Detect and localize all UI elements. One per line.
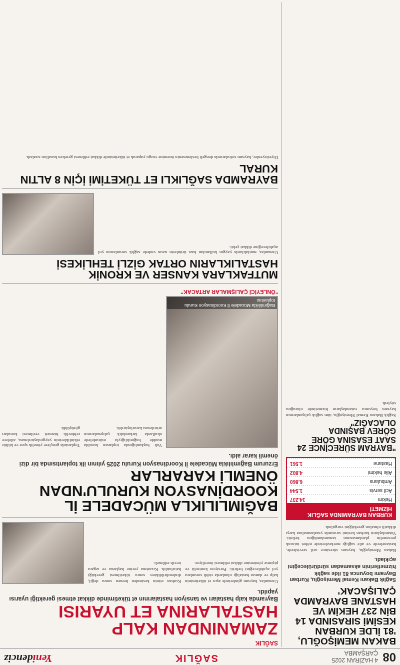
left-headline-2: "BAYRAM SÜRECİNCE 24 SAAT ESASINA GÖRE GÖREV BAŞINDA OLACAĞIZ" — [297, 417, 396, 453]
mid-headline: BAĞIMLILIKLA MÜCADELE İL KOORDİNASYON KURULU'NDAN ÖNEMLİ KARARLAR — [39, 466, 278, 514]
section-label: SAĞLIK — [174, 652, 218, 663]
stat-row: Acil servis 1.544 — [287, 485, 395, 494]
left-headline: BAKAN MEMİŞOĞLU, '81 İLDE KURBAN KESİMİ SIRASINDA 14 BİN 237 HEKİM VE HASTANE BAYRAMDA ÇALIŞACAK' — [293, 585, 396, 646]
top-photo — [2, 522, 84, 584]
top-deck: Bayramda kalp hastaları ve tansiyon hastalarının et tüketiminde dikkat etmesi gerektiği uyarısı yapıldı. — [9, 587, 278, 601]
footer-body-text: Diyetisyenler, bayram sofralarında dengeli beslenmenin önemine vurgu yaparak et tüketiminde dikkat edilmesi gereken kuralları sıraladı. — [25, 155, 278, 161]
divider — [2, 188, 278, 189]
photo-caption: Bağımlılıkla Mücadele İl Koordinasyon Kurulu toplantısı — [167, 297, 277, 309]
top-headline: ZAMANINDAN KALP HASTALARINA ET UYARISI — [58, 602, 278, 638]
divider — [2, 283, 278, 284]
stat-row: Ambulans 6.860 — [287, 476, 395, 485]
mid-body-col-1: Vali başkanlığında toplanan kurulda madde bağımlılığıyla mücadelede okullarda farkındalık çalışmalarının artırılması kararlaştırıldı. — [84, 426, 162, 449]
footer-body — [2, 155, 278, 161]
left-body: Bakan Memişoğlu, bayram süresince acil servislerde, hastanelerde ve aile sağlığı merkezlerinde nöbet tutacak personelin planlamasının tamamlandığını belirtti. Vatandaşların kurban kesimi sırasında yaralanmalara karşı dikkatli olmaları gerektiğini vurguladı. — [286, 524, 396, 553]
mid-deck: Erzurum Bağımlılıkla Mücadele İl Koordinasyon Kurulu 2025 yılının ilk toplantısında bir dizi önemli karar aldı. — [19, 452, 278, 466]
left-column — [281, 2, 400, 647]
top-body — [2, 522, 278, 584]
left-subhead: Sağlık Bakanı Kemal Memişoğlu, Kurban Bayramı boyunca 81 ilde sağlık hizmetlerinin aksamadan sürdürüleceğini açıkladı. — [287, 556, 396, 583]
bottom-body — [2, 193, 278, 255]
left-body-2: Sağlık Bakanı Kemal Memişoğlu, tüm sağlık çalışanlarının bayram boyunca vatandaşların hizmetinde olacağını söyledi. — [286, 401, 396, 418]
stat-row: Aile hekimi 4.802 — [287, 467, 395, 476]
mid-body-col-2: Toplantıda gençlere yönelik spor ve kültür etkinliklerinin yaygınlaştırılması, ailelere rehberlik hizmeti verilmesi konuları görüşüldü. — [2, 426, 80, 449]
bottom-headline: MUTFAKLARA KANSER VE KRONİK HASTALIKLARIN ORTAK GİZLİ TEHLİKESİ — [56, 257, 278, 281]
top-body-col-1: Uzmanlar, bayram günlerinde aşırı et tüketiminin kalp ve damar hastalığı olanlarda ciddi sorunlara yol açabileceğini belirtti. Porsiyon kontrolü ve pişirme yöntemine dikkat edilmesi öneriliyor. — [185, 561, 278, 584]
top-kicker: SAĞLIK — [255, 639, 278, 645]
page-number: 08 — [382, 650, 396, 664]
mid-subhead: "ÖNLEYİCİ ÇALIŞMALAR ARTACAK" — [180, 288, 278, 295]
stats-box-title: KURBAN BAYRAMINDA SAĞLIK HİZMETİ — [287, 503, 395, 519]
stat-row: Hekim 14.237 — [287, 494, 395, 503]
issue-date: 4 HAZİRAN 2025 ÇARŞAMBA — [331, 649, 378, 662]
meeting-photo — [166, 296, 278, 448]
bottom-body-text: Uzmanlar, mutfaklarda yaygın kullanılan bazı ürünlerin uzun vadede sağlık sorunlarına yol açabileceğine dikkat çekti. — [98, 244, 278, 256]
bottom-photo — [2, 193, 94, 255]
mid-body — [2, 296, 278, 448]
divider — [2, 517, 278, 518]
top-body-col-2: Kurban etinin kesimden hemen sonra değil, dinlendirildikten sonra tüketilmesi gerektiği hatırlatıldı. Kızartma yerine haşlama ve ızgara tercih edilmeli. — [88, 561, 181, 584]
stats-box — [286, 457, 396, 520]
main-column — [2, 2, 278, 647]
footer-headline: BAYRAMDA SAĞLIKLI ET TÜKETİMİ İÇİN 8 ALTIN KURAL — [20, 162, 278, 186]
stat-row: Hastane 1.561 — [287, 458, 395, 467]
newspaper-logo: Yenidenciz — [4, 652, 53, 664]
masthead — [0, 648, 400, 665]
